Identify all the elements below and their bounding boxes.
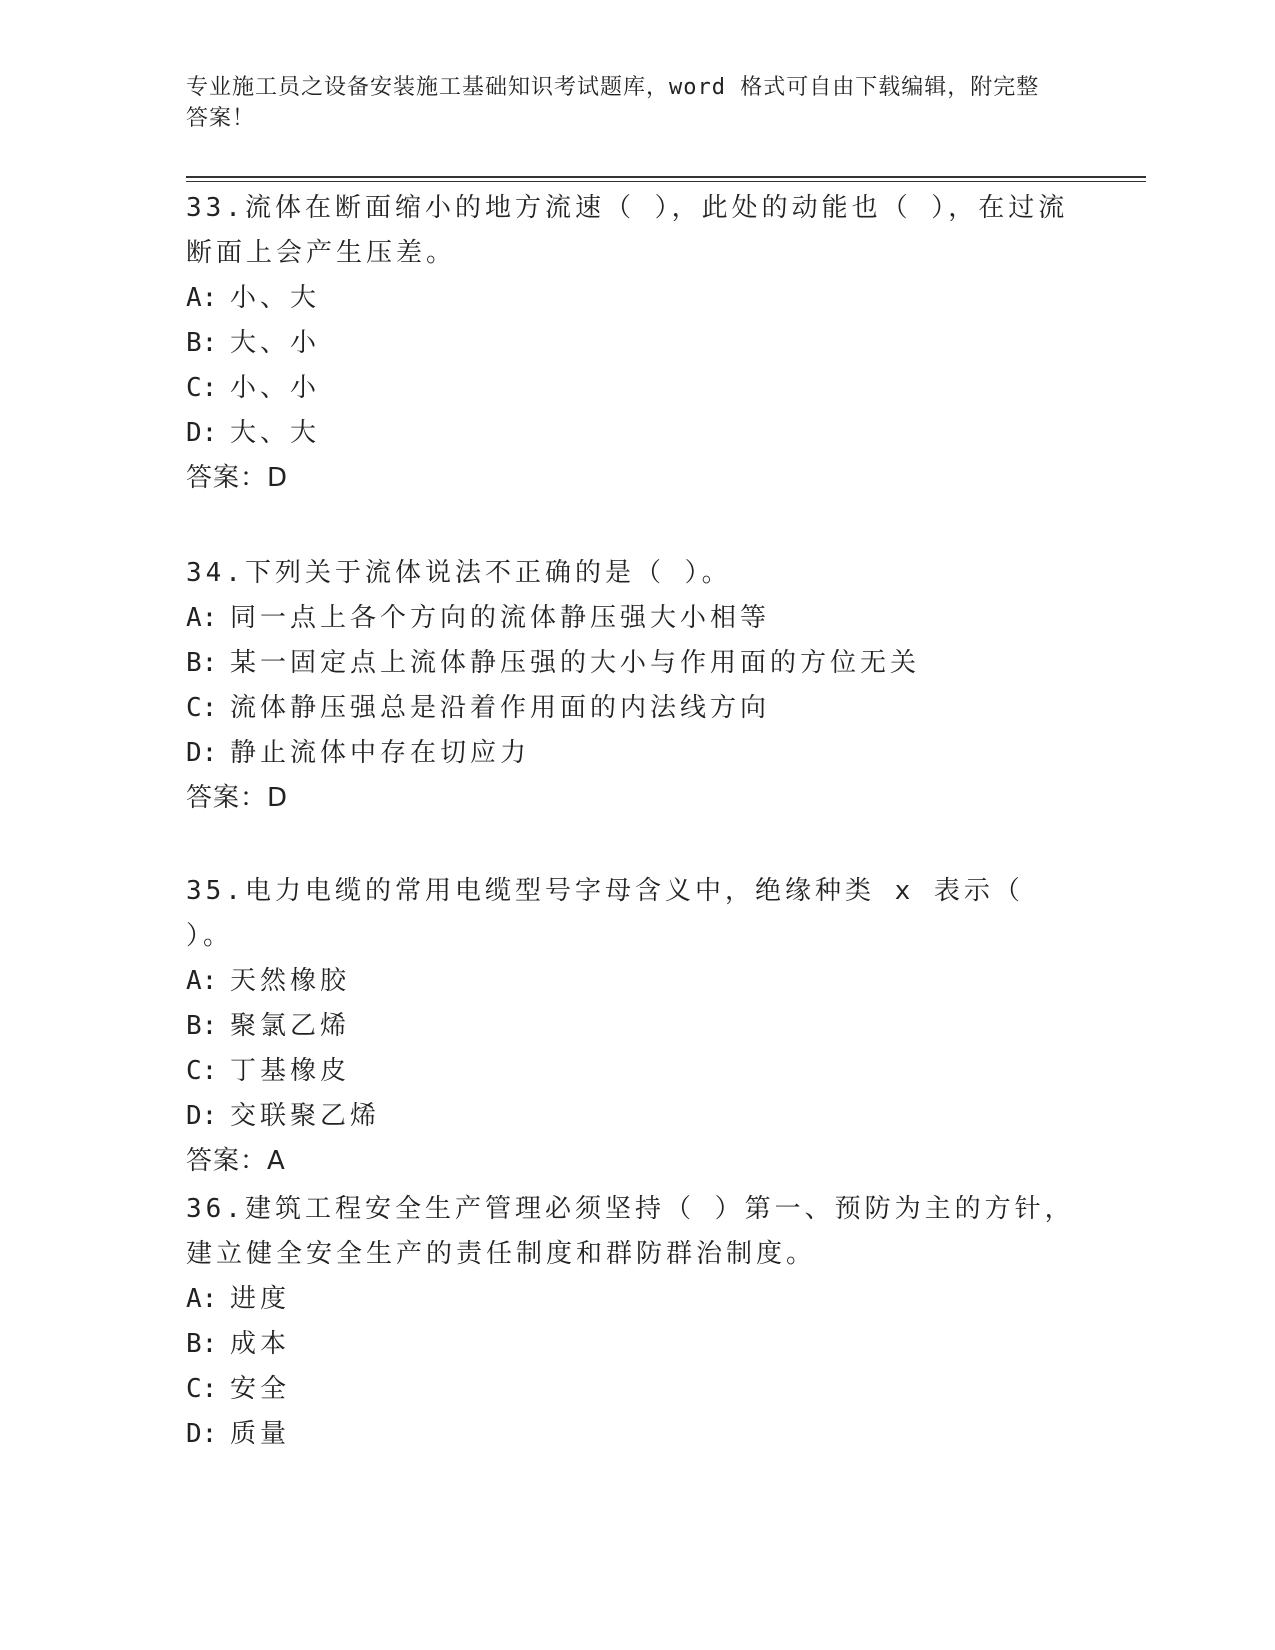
option-text: 大、小 — [230, 328, 321, 358]
option-text: 静止流体中存在切应力 — [230, 738, 531, 768]
option-text: 安全 — [230, 1374, 291, 1404]
option-text: 某一固定点上流体静压强的大小与作用面的方位无关 — [230, 648, 921, 678]
option-letter: A: — [186, 966, 218, 996]
option-letter: A: — [186, 283, 218, 313]
option-c — [186, 686, 1086, 731]
answer-line: 答案：A — [186, 1146, 286, 1176]
option-letter: A: — [186, 1284, 218, 1314]
option-letter: D: — [186, 1419, 218, 1449]
option-text: 进度 — [230, 1284, 291, 1314]
answer-line: 答案：D — [186, 463, 289, 493]
option-d — [186, 731, 1086, 776]
option-d — [186, 1094, 1086, 1139]
option-d — [186, 1412, 1086, 1457]
option-text: 聚氯乙烯 — [230, 1011, 351, 1041]
option-a — [186, 959, 1086, 1004]
option-b — [186, 1322, 1086, 1367]
option-b — [186, 1004, 1086, 1049]
option-d — [186, 411, 1086, 456]
question-33 — [186, 186, 1086, 501]
document-header: 专业施工员之设备安装施工基础知识考试题库，word 格式可自由下载编辑，附完整答案！ — [186, 75, 1040, 131]
option-text: 丁基橡皮 — [230, 1056, 351, 1086]
option-text: 成本 — [230, 1329, 291, 1359]
option-letter: B: — [186, 1329, 218, 1359]
option-letter: D: — [186, 1101, 218, 1131]
option-letter: A: — [186, 603, 218, 633]
question-36 — [186, 1187, 1086, 1457]
header-divider — [186, 176, 1146, 178]
question-stem: 33.流体在断面缩小的地方流速（ ），此处的动能也（ ），在过流断面上会产生压差。 — [186, 193, 1069, 268]
question-35 — [186, 869, 1086, 1184]
option-c — [186, 1367, 1086, 1412]
option-letter: B: — [186, 328, 218, 358]
option-text: 天然橡胶 — [230, 966, 351, 996]
answer-line: 答案：D — [186, 783, 289, 813]
option-letter: B: — [186, 1011, 218, 1041]
question-stem: 34.下列关于流体说法不正确的是（ ）。 — [186, 558, 732, 588]
option-letter: B: — [186, 648, 218, 678]
option-text: 小、大 — [230, 283, 321, 313]
option-b — [186, 641, 1086, 686]
question-stem: 35.电力电缆的常用电缆型号字母含义中，绝缘种类 x 表示（ ）。 — [186, 876, 1024, 951]
option-c — [186, 1049, 1086, 1094]
option-text: 大、大 — [230, 418, 321, 448]
option-text: 质量 — [230, 1419, 291, 1449]
option-text: 小、小 — [230, 373, 321, 403]
option-letter: D: — [186, 418, 218, 448]
option-text: 流体静压强总是沿着作用面的内法线方向 — [230, 693, 771, 723]
question-stem: 36.建筑工程安全生产管理必须坚持（ ）第一、预防为主的方针，建立健全安全生产的责任制度和群防群治制度。 — [186, 1194, 1075, 1269]
option-letter: C: — [186, 693, 218, 723]
option-letter: C: — [186, 1374, 218, 1404]
option-letter: C: — [186, 373, 218, 403]
option-a — [186, 276, 1086, 321]
option-letter: D: — [186, 738, 218, 768]
option-a — [186, 1277, 1086, 1322]
header-divider-thin — [186, 181, 1146, 182]
option-text: 同一点上各个方向的流体静压强大小相等 — [230, 603, 771, 633]
option-c — [186, 366, 1086, 411]
question-34 — [186, 551, 1086, 821]
option-text: 交联聚乙烯 — [230, 1101, 381, 1131]
option-b — [186, 321, 1086, 366]
option-a — [186, 596, 1086, 641]
option-letter: C: — [186, 1056, 218, 1086]
